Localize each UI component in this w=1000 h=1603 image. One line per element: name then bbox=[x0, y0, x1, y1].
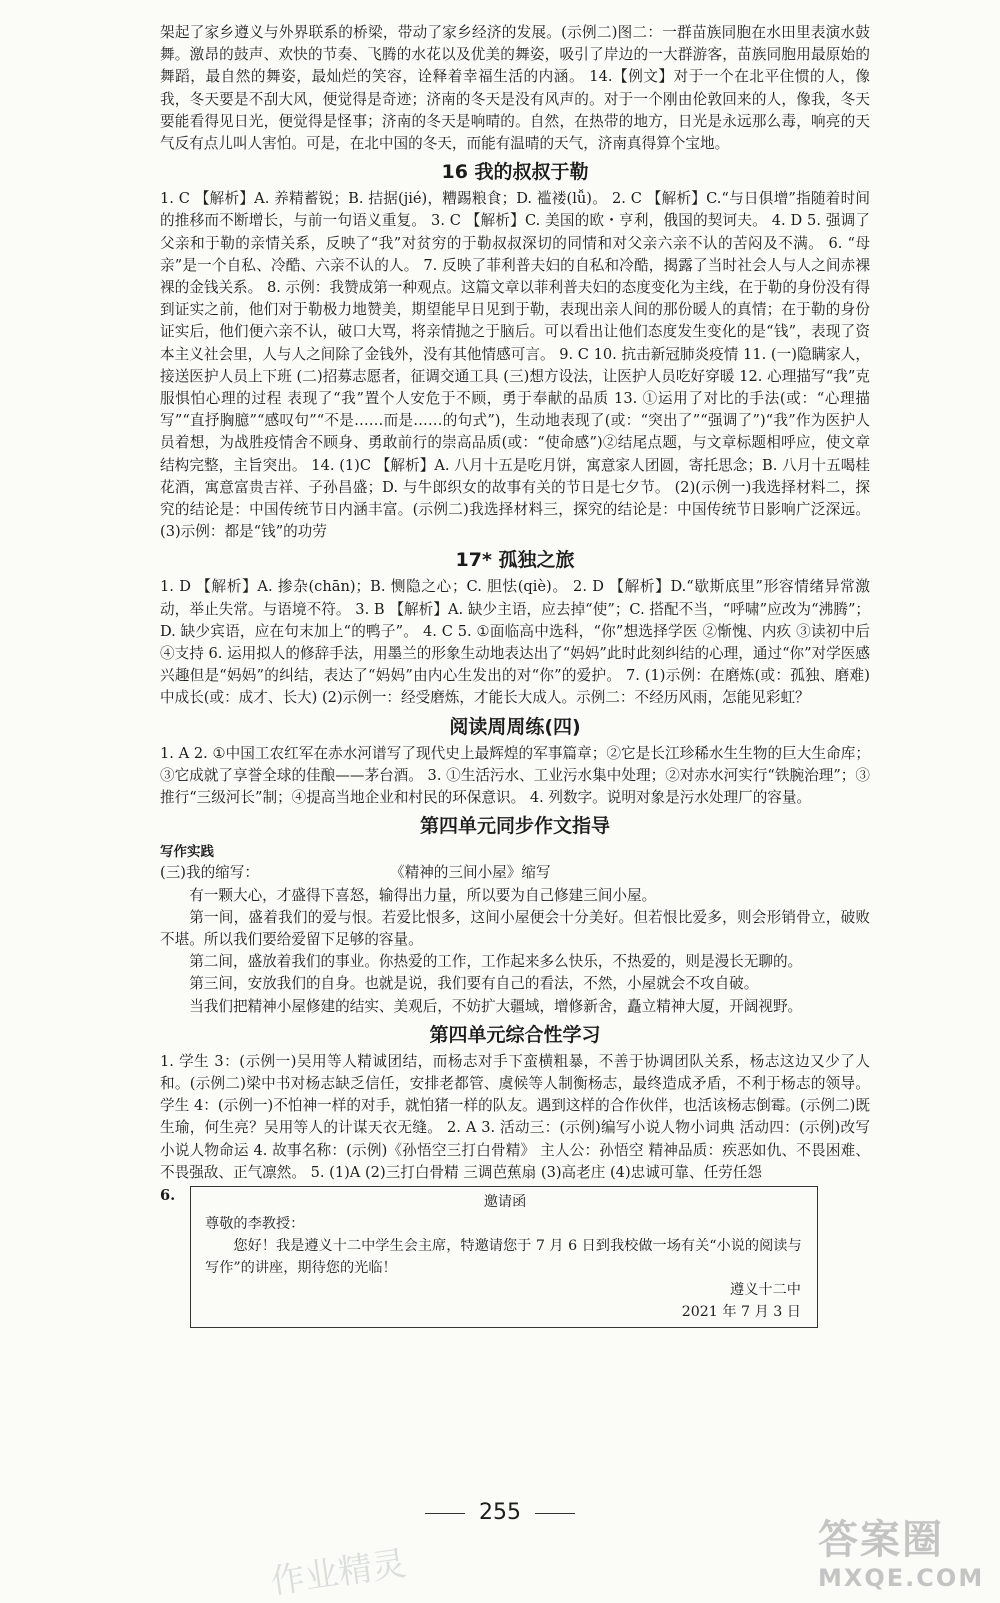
reading-practice-title: 阅读周周练(四) bbox=[449, 715, 581, 738]
reading-practice-answers: 1. A 2. ①中国工农红军在赤水河谱写了现代史上最辉煌的军事篇章；②它是长江珍稀水生生物的巨大生命库；③它成就了享誉全球的佳酿——茅台酒。 3. ①生活污水、工业污水集中处理；②对赤水河实行“铁腕治理”；③推行“三级河长”制；④提高当地企业和村民的环保意识。 4. 列数字。说明对象是污水处理厂的容量。 bbox=[160, 744, 870, 807]
invitation-salutation: 尊敬的李教授： bbox=[205, 1215, 305, 1232]
watermark-brand: 答案圈 bbox=[818, 1517, 944, 1563]
invitation-title: 邀请函 bbox=[483, 1193, 527, 1210]
comprehensive-study-answers: 1. 学生 3：(示例一)吴用等人精诚团结，而杨志对手下蛮横粗暴，不善于协调团队关系，杨志这边又少了人和。(示例二)梁中书对杨志缺乏信任，安排老都管、虞候等人制衡杨志，最终造成矛盾，不利于杨志的领导。 学生 4：(示例一)不怕神一样的对手，就怕猪一样的队友。遇到这样的合作伙伴，也活该杨志倒霉。(示例二)既生瑜，何生亮？吴用等人的计谋天衣无缝。 2. A 3. 活动三：(示例)编写小说人物小词典 活动四：(示例)改写小说人物命运 4. 故事名称：(示例)《孙悟空三打白骨精》 主人公：孙悟空 精神品质：疾恶如仇、不畏困难、不畏强敌、正气凛然。 5. (1)A (2)三打白骨精 三调芭蕉扇 (3)高老庄 (4)忠诚可靠、任劳任怨 bbox=[160, 1052, 870, 1181]
page-content bbox=[160, 22, 870, 1328]
abridgement-para: 有一颗大心，才盛得下喜怒，输得出力量，所以要为自己修建三间小屋。 bbox=[189, 886, 657, 904]
abridgement-para: 第一间，盛着我们的爱与恨。若爱比恨多，这间小屋便会十分美好。但若恨比爱多，则会形销骨立，破败不堪。所以我们要给爱留下足够的容量。 bbox=[160, 908, 870, 948]
invitation-body: 您好！我是遵义十二中学生会主席，特邀请您于 7 月 6 日到我校做一场有关“小说的阅读与写作”的讲座，期待您的光临！ bbox=[205, 1237, 802, 1276]
invitation-letter-box bbox=[190, 1186, 818, 1328]
invitation-signer: 遵义十二中 bbox=[730, 1281, 801, 1298]
dash-left bbox=[425, 1513, 465, 1514]
comprehensive-study-title: 第四单元综合性学习 bbox=[429, 1023, 601, 1046]
faint-watermark: 作业精灵 bbox=[268, 1543, 409, 1603]
intro-paragraph: 架起了家乡遵义与外界联系的桥梁，带动了家乡经济的发展。(示例二)图二：一群苗族同胞在水田里表演水鼓舞。激昂的鼓声、欢快的节奏、飞腾的水花以及优美的舞姿，吸引了岸边的一大群游客，苗族同胞用最原始的舞蹈，最自然的舞姿，最灿烂的笑容，诠释着幸福生活的内涵。 14.【例文】对于一个在北平住惯的人，像我，冬天要是不刮大风，便觉得是奇迹；济南的冬天是没有风声的。对于一个刚由伦敦回来的人，像我，冬天要能看得见日光，便觉得是怪事；济南的冬天是响晴的。自然，在热带的地方，日光是永远那么毒，响亮的天气反有点儿叫人害怕。可是，在北中国的冬天，而能有温晴的天气，济南真得算个宝地。 bbox=[160, 24, 870, 153]
watermark-logo bbox=[818, 1508, 985, 1592]
abridgement-para: 当我们把精神小屋修建的结实、美观后，不妨扩大疆域，增修新舍，矗立精神大厦，开阔视野。 bbox=[189, 997, 803, 1015]
section-17-title: 17* 孤独之旅 bbox=[455, 549, 575, 572]
section-16-title: 16 我的叔叔于勒 bbox=[441, 161, 589, 184]
section-17-answers: 1. D 【解析】A. 掺杂(chān)；B. 恻隐之心；C. 胆怯(qiè)。 2. D 【解析】D.“歇斯底里”形容情绪异常激动，举止失常。与语境不符。 3. B 【解析】A. 缺少主语，应去掉“使”；C. 搭配不当，“呼啸”应改为“沸腾”；D. 缺少宾语，应在句末加上“的鸭子”。 4. C 5. ①面临高中选科，“你”想选择学医 ②惭愧、内疚 ③读初中后 ④支持 6. 运用拟人的修辞手法，用墨兰的形象生动地表达出了“妈妈”此时此刻纠结的心理，通过“你”对学医感兴趣但是“妈妈”的纠结，表达了“妈妈”由内心生发出的对“你”的爱护。 7. (1)示例：在磨炼(或：孤独、磨难)中成长(或：成才、长大) (2)示例一：经受磨炼，才能长大成人。示例二：不经历风雨，怎能见彩虹？ bbox=[160, 578, 870, 707]
dash-right bbox=[535, 1513, 575, 1514]
invitation-number: 6. bbox=[160, 1186, 176, 1204]
invitation-date: 2021 年 7 月 3 日 bbox=[681, 1303, 801, 1320]
writing-practice-subhead: 写作实践 bbox=[160, 844, 214, 861]
abridgement-para: 第三间，安放我们的自身。也就是说，我们要有自己的看法，不然，小屋就会不攻自破。 bbox=[189, 975, 759, 993]
abridgement-label: (三)我的缩写： bbox=[160, 864, 259, 882]
invitation-question bbox=[160, 1186, 870, 1328]
abridgement-title: 《精神的三间小屋》缩写 bbox=[390, 864, 551, 882]
page-number-text: 255 bbox=[479, 1500, 521, 1525]
watermark-url: MXQE.COM bbox=[818, 1564, 985, 1592]
section-16-answers: 1. C 【解析】A. 养精蓄锐；B. 拮据(jié)，糟踢粮食；D. 褴褛(lǚ)。 2. C 【解析】C.“与日俱增”指随着时间的推移而不断增长，与前一句语义重复。 3. C 【解析】C. 美国的欧・亨利，俄国的契诃夫。 4. D 5. 强调了父亲和于勒的亲情关系，反映了“我”对贫穷的于勒叔叔深切的同情和对父亲六亲不认的苦闷及不满。 6. “母亲”是一个自私、冷酷、六亲不认的人。 7. 反映了菲利普夫妇的自私和冷酷，揭露了当时社会人与人之间赤裸裸的金钱关系。 8. 示例：我赞成第一种观点。这篇文章以菲利普夫妇的态度变化为主线，在于勒的身份没有得到证实之前，他们对于勒极力地赞美，期望能早日见到于勒，表现出亲人间的那份暖人的真情；在于勒的身份证实后，他们便六亲不认，破口大骂，将亲情抛之于脑后。可以看出让他们态度发生变化的是“钱”，表现了资本主义社会里，人与人之间除了金钱外，没有其他情感可言。 9. C 10. 抗击新冠肺炎疫情 11. (一)隐瞒家人，接送医护人员上下班 (二)招募志愿者，征调交通工具 (三)想方设法，让医护人员吃好穿暖 12. 心理描写“我”克服惧怕心理的过程 表现了“我”置个人安危于不顾，勇于奉献的品质 13. ①运用了对比的手法(或：“心理描写”“直抒胸臆”“感叹句”“不是……而是……的句式”)，生动地表现了(或：“突出了”“强调了”)“我”作为医护人员着想，为战胜疫情舍不顾身、勇敢前行的崇高品质(或：“使命感”)②结尾点题，与文章标题相呼应，使文章结构完整，主旨突出。 14. (1)C 【解析】A. 八月十五是吃月饼，寓意家人团圆，寄托思念；B. 八月十五喝桂花酒，寓意富贵吉祥、子孙昌盛；D. 与牛郎织女的故事有关的节日是七夕节。 (2)(示例一)我选择材料二，探究的结论是：中国传统节日内涵丰富。(示例二)我选择材料三，探究的结论是：中国传统节日影响广泛深远。 (3)示例：都是“钱”的功劳 bbox=[160, 190, 870, 541]
writing-guide-title: 第四单元同步作文指导 bbox=[419, 815, 610, 838]
abridgement-heading bbox=[160, 862, 870, 884]
abridgement-para: 第二间，盛放着我们的事业。你热爱的工作，工作起来多么快乐，不热爱的，则是漫长无聊的。 bbox=[189, 953, 803, 971]
